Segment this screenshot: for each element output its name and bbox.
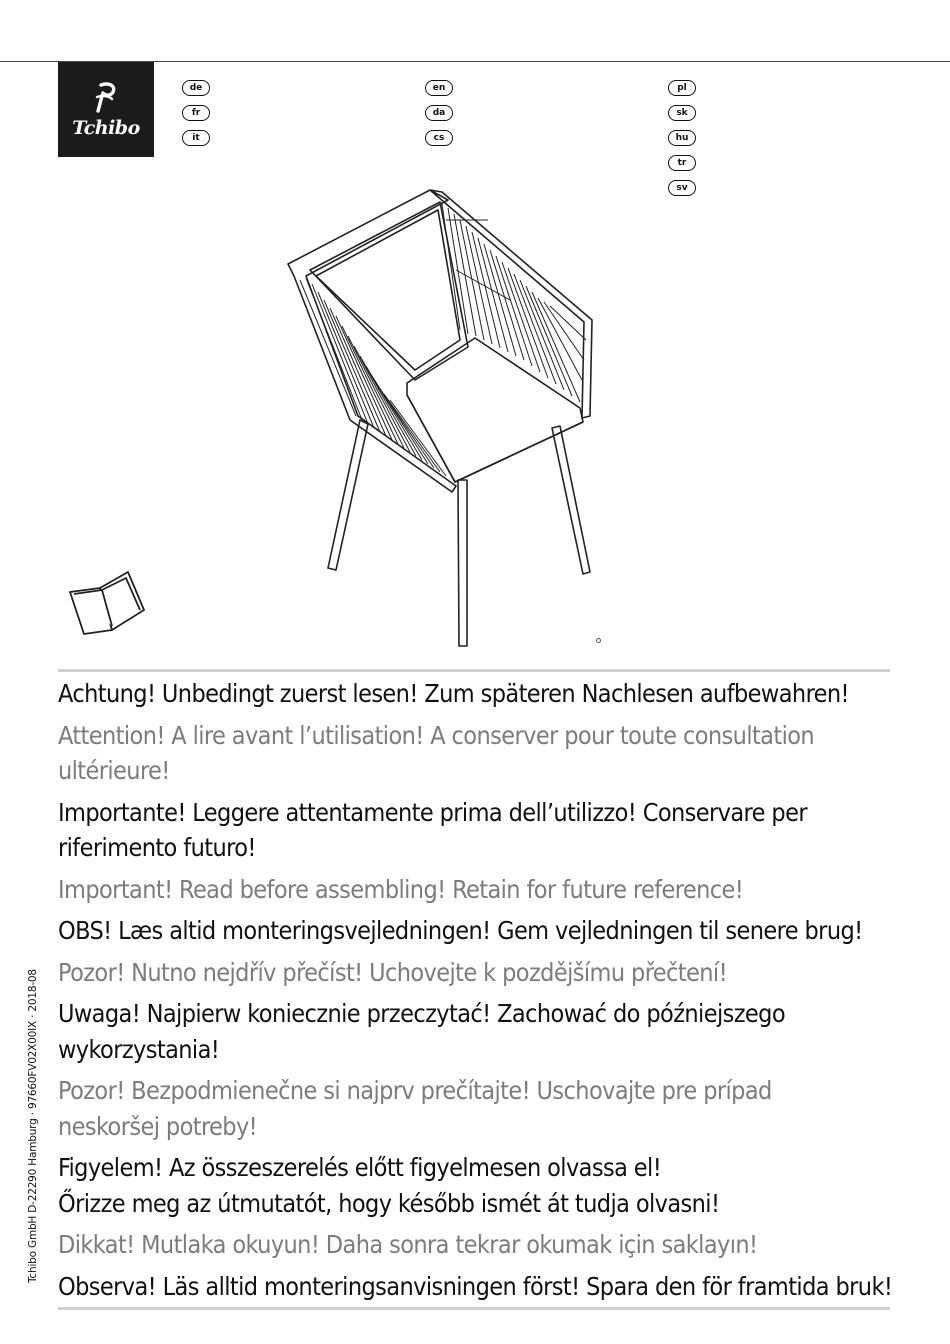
- warning-cs: Pozor! Nutno nejdřív přečíst! Uchovejte k pozdějšímu přečtení!: [58, 957, 727, 987]
- language-badge: cs: [425, 130, 453, 146]
- warning-en: Important! Read before assembling! Retain for future reference!: [58, 874, 744, 904]
- language-column-2: [425, 80, 453, 146]
- chair-frame: [288, 190, 456, 492]
- warning-fr: Attention! A lire avant l’utilisation! A conserver pour toute consultation ultérieure!: [58, 720, 815, 785]
- language-badge: de: [182, 80, 210, 96]
- open-book-icon: [66, 568, 148, 638]
- warning-pl: Uwaga! Najpierw koniecznie przeczytać! Zachować do późniejszego wykorzystania!: [58, 999, 786, 1064]
- language-column-1: [182, 80, 210, 146]
- chair-leg: [328, 420, 368, 570]
- coffee-bean-logo-icon: [89, 81, 123, 115]
- warning-hu: Figyelem! Az összeszerelés előtt figyelmesen olvassa el! Őrizze meg az útmutatót, hogy később ismét át tudja olvasni!: [58, 1153, 720, 1218]
- language-column-3: [668, 80, 696, 196]
- tchibo-logo: [58, 62, 154, 157]
- warning-tr: Dikkat! Mutlaka okuyun! Daha sonra tekrar okumak için saklayın!: [58, 1230, 758, 1259]
- warning-da: OBS! Læs altid monteringsvejledningen! Gem vejledningen til senere brug!: [58, 916, 863, 945]
- language-badge: hu: [668, 130, 696, 146]
- chair-leg: [458, 480, 467, 646]
- warning-de: Achtung! Unbedingt zuerst lesen! Zum späteren Nachlesen aufbewahren!: [58, 679, 849, 708]
- warning-sv: Observa! Läs alltid monteringsanvisningen först! Spara den för framtida bruk!: [58, 1271, 893, 1301]
- language-badge: sk: [668, 105, 696, 121]
- logo-wordmark: Tchibo: [72, 116, 140, 139]
- back-cushion: [310, 202, 468, 380]
- language-badge: fr: [182, 105, 210, 121]
- language-badge: sv: [668, 180, 696, 196]
- language-badge: tr: [668, 155, 696, 171]
- warning-sk: Pozor! Bezpodmienečne si najprv prečítajte! Uschovajte pre prípad neskoršej potreby!: [58, 1076, 772, 1141]
- chair-leg: [552, 426, 590, 574]
- warning-it: Importante! Leggere attentamente prima dell’utilizzo! Conservare per riferimento futuro!: [58, 797, 807, 862]
- small-dot-mark: [596, 638, 601, 643]
- chair-illustration: [270, 180, 610, 650]
- language-badge: en: [425, 80, 453, 96]
- language-badge: it: [182, 130, 210, 146]
- publisher-imprint: Tchibo GmbH D-22290 Hamburg · 97660FV02X00IX · 2018-08: [27, 969, 39, 1283]
- warnings-bottom-rule: [58, 1307, 890, 1310]
- language-badge: da: [425, 105, 453, 121]
- warnings-top-rule: [58, 669, 890, 672]
- safety-warnings: [58, 676, 918, 1310]
- language-badge: pl: [668, 80, 696, 96]
